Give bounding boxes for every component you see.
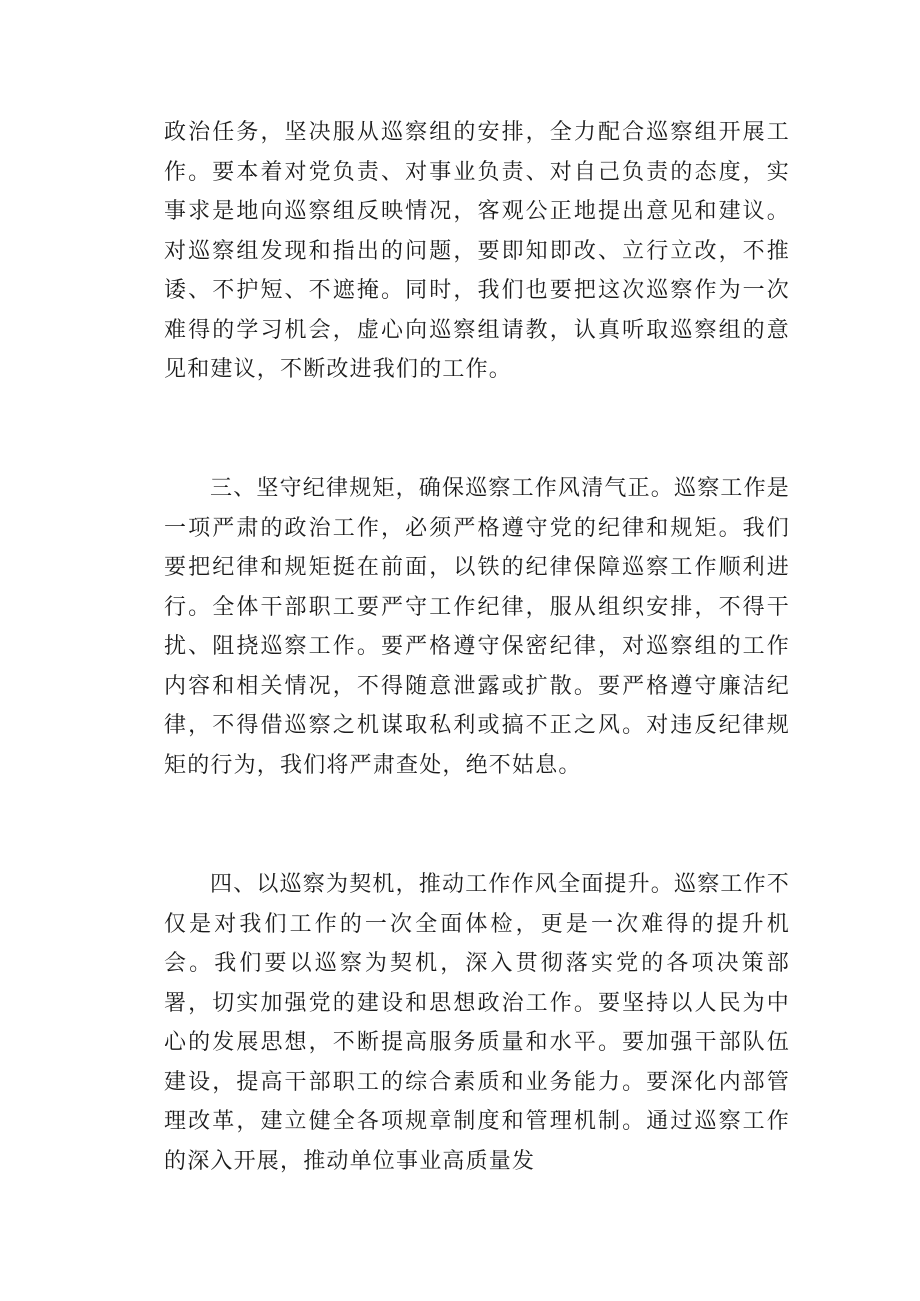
paragraph-section-three xyxy=(164,469,790,785)
paragraph-text: 三、坚守纪律规矩，确保巡察工作风清气正。巡察工作是一项严肃的政治工作，必须严格遵守党的纪律和规矩。我们要把纪律和规矩挺在前面，以铁的纪律保障巡察工作顺利进行。全体干部职工要严守工作纪律，服从组织安排，不得干扰、阻挠巡察工作。要严格遵守保密纪律，对巡察组的工作内容和相关情况，不得随意泄露或扩散。要严格遵守廉洁纪律，不得借巡察之机谋取私利或搞不正之风。对违反纪律规矩的行为，我们将严肃查处，绝不姑息。 xyxy=(164,476,791,778)
paragraph-text: 政治任务，坚决服从巡察组的安排，全力配合巡察组开展工作。要本着对党负责、对事业负责、对自己负责的态度，实事求是地向巡察组反映情况，客观公正地提出意见和建议。对巡察组发现和指出的问题，要即知即改、立行立改，不推诿、不护短、不遮掩。同时，我们也要把这次巡察作为一次难得的学习机会，虚心向巡察组请教，认真听取巡察组的意见和建议，不断改进我们的工作。 xyxy=(164,120,790,382)
paragraph-continuation xyxy=(164,113,790,390)
paragraph-section-four xyxy=(164,865,790,1181)
paragraph-text: 四、以巡察为契机，推动工作作风全面提升。巡察工作不仅是对我们工作的一次全面体检，更是一次难得的提升机会。我们要以巡察为契机，深入贯彻落实党的各项决策部署，切实加强党的建设和思想政治工作。要坚持以人民为中心的发展思想，不断提高服务质量和水平。要加强干部队伍建设，提高干部职工的综合素质和业务能力。要深化内部管理改革，建立健全各项规章制度和管理机制。通过巡察工作的深入开展，推动单位事业高质量发 xyxy=(164,872,791,1174)
